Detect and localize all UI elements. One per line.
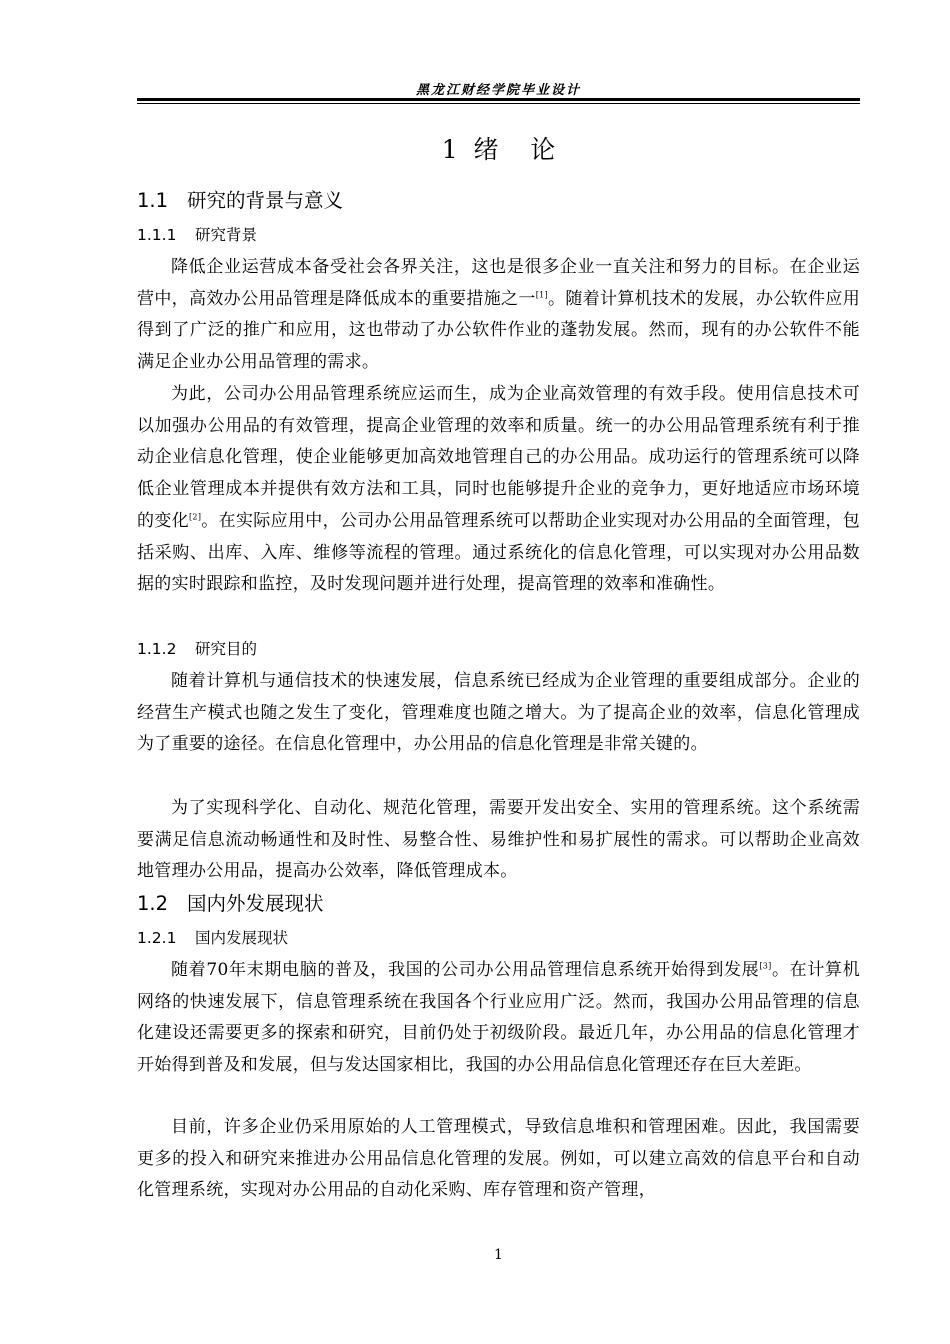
page-number: 1 — [494, 1247, 503, 1263]
paragraph-purpose-2: 为了实现科学化、自动化、规范化管理，需要开发出安全、实用的管理系统。这个系统需要满足信息流动畅通性和及时性、易整合性、易维护性和易扩展性的需求。可以帮助企业高效地管理办公用品，提高办公效率，降低管理成本。 — [137, 798, 860, 882]
paragraph-domestic-1: 随着70年末期电脑的普及，我国的公司办公用品管理信息系统开始得到发展[3]。在计算机网络的快速发展下，信息管理系统在我国各个行业应用广泛。然而，我国办公用品管理的信息化建设还需要更多的探索和研究，目前仍处于初级阶段。最近几年，办公用品的信息化管理才开始得到普及和发展，但与发达国家相比，我国的办公用品信息化管理还存在巨大差距。 — [137, 960, 860, 1076]
paragraph-background-2: 为此，公司办公用品管理系统应运而生，成为企业高效管理的有效手段。使用信息技术可以加强办公用品的有效管理，提高企业管理的效率和质量。统一的办公用品管理系统有利于推动企业信息化管理，使企业能够更加高效地管理自己的办公用品。成功运行的管理系统可以降低企业管理成本并提供有效方法和工具，同时也能够提升企业的竞争力，更好地适应市场环境的变化[2]。在实际应用中，公司办公用品管理系统可以帮助企业实现对办公用品的全面管理，包括采购、出库、入库、维修等流程的管理。通过系统化的信息化管理，可以实现对办公用品数据的实时跟踪和监控，及时发现问题并进行处理，提高管理的效率和准确性。 — [137, 384, 860, 595]
paragraph-purpose-1: 随着计算机与通信技术的快速发展，信息系统已经成为企业管理的重要组成部分。企业的经营生产模式也随之发生了变化，管理难度也随之增大。为了提高企业的效率，信息化管理成为了重要的途径。在信息化管理中，办公用品的信息化管理是非常关键的。 — [137, 671, 860, 755]
subsection-title: 研究目的 — [195, 640, 258, 658]
section-number: 1.2 — [137, 892, 169, 915]
section-number: 1.1 — [137, 189, 169, 212]
citation-ref: [2] — [189, 512, 202, 522]
subsection-heading-1-1-1 — [137, 224, 257, 246]
section-title: 研究的背景与意义 — [187, 189, 344, 212]
section-heading-1-2 — [137, 891, 324, 917]
citation-ref: [1] — [535, 290, 548, 300]
subsection-number: 1.1.1 — [137, 226, 177, 244]
running-header: 黑龙江财经学院毕业设计 — [415, 83, 581, 98]
subsection-heading-1-1-2 — [137, 638, 257, 660]
subsection-number: 1.2.1 — [137, 929, 177, 947]
subsection-title: 国内发展现状 — [195, 929, 289, 947]
subsection-title: 研究背景 — [195, 226, 258, 244]
paragraph-domestic-2: 目前，许多企业仍采用原始的人工管理模式，导致信息堆积和管理困难。因此，我国需要更多的投入和研究来推进办公用品信息化管理的发展。例如，可以建立高效的信息平台和自动化管理系统，实现对办公用品的自动化采购、库存管理和资产管理， — [137, 1117, 860, 1201]
citation-ref: [3] — [759, 961, 772, 971]
chapter-title: 1 绪 论 — [441, 135, 556, 164]
header-rule-thick — [137, 98, 860, 101]
section-heading-1-1 — [137, 188, 343, 214]
section-title: 国内外发展现状 — [187, 892, 324, 915]
header-rule-thin — [137, 103, 860, 104]
paragraph-background-1: 降低企业运营成本备受社会各界关注，这也是很多企业一直关注和努力的目标。在企业运营中，高效办公用品管理是降低成本的重要措施之一[1]。随着计算机技术的发展，办公软件应用得到了广泛的推广和应用，这也带动了办公软件作业的蓬勃发展。然而，现有的办公软件不能满足企业办公用品管理的需求。 — [137, 257, 860, 373]
subsection-number: 1.1.2 — [137, 640, 177, 658]
subsection-heading-1-2-1 — [137, 927, 288, 949]
